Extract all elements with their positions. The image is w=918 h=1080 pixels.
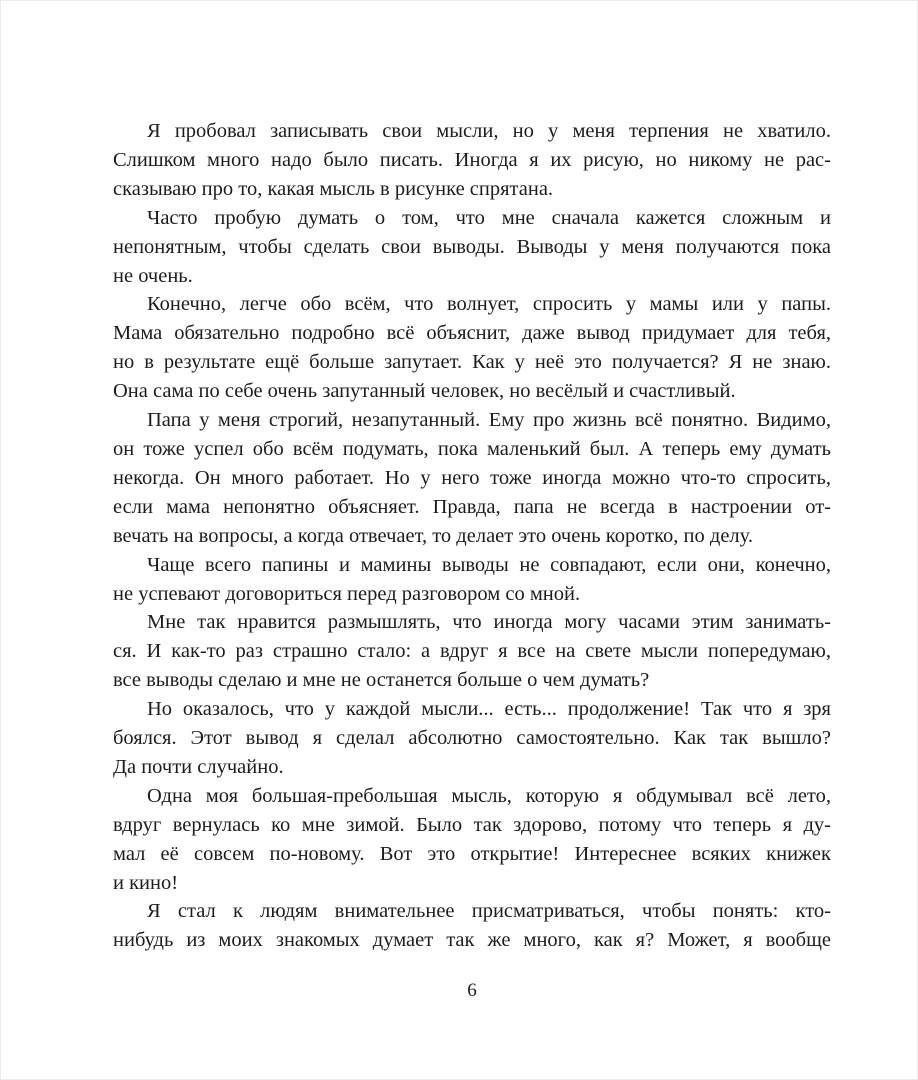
text-line: не очень. [113, 264, 193, 287]
text-line: Мне так нравится размышлять, что иногда могу часами этим занимать- [147, 611, 831, 634]
text-line: Она сама по себе очень запутанный человек, но весёлый и счастливый. [113, 380, 736, 403]
text-line: Одна моя большая-пребольшая мысль, которую я обдумывал всё лето, [147, 784, 831, 807]
text-line: Чаще всего папины и мамины выводы не совпадают, если они, конечно, [147, 553, 831, 576]
page-number: 6 [467, 980, 477, 1001]
text-line: Да почти случайно. [113, 755, 284, 778]
text-line: непонятным, чтобы сделать свои выводы. Выводы у меня получаются пока [113, 235, 831, 258]
text-line: если мама непонятно объясняет. Правда, папа не всегда в настроении от- [113, 495, 831, 518]
text-block [113, 117, 831, 955]
text-line: Мама обязательно подробно всё объяснит, даже вывод придумает для тебя, [113, 322, 831, 345]
text-line: мал её совсем по-новому. Вот это открытие! Интереснее всяких книжек [113, 842, 831, 865]
text-line: боялся. Этот вывод я сделал абсолютно самостоятельно. Как так вышло? [113, 727, 831, 750]
text-line: Но оказалось, что у каждой мысли... есть... продолжение! Так что я зря [147, 698, 831, 721]
text-line: Я стал к людям внимательнее присматриваться, чтобы понять: кто- [147, 900, 831, 923]
text-line: Я пробовал записывать свои мысли, но у меня терпения не хватило. [147, 120, 831, 142]
text-line: Часто пробую думать о том, что мне сначала кажется сложным и [147, 206, 831, 229]
text-line: Папа у меня строгий, незапутанный. Ему про жизнь всё понятно. Видимо, [147, 409, 831, 432]
text-line: все выводы сделаю и мне не останется больше о чем думать? [113, 669, 650, 692]
text-line: нибудь из моих знакомых думает так же много, как я? Может, я вообще [113, 929, 831, 952]
text-line: и кино! [113, 871, 179, 894]
text-line: он тоже успел обо всём подумать, пока маленький был. А теперь ему думать [113, 437, 831, 460]
text-line: не успевают договориться перед разговором со мной. [113, 582, 581, 605]
text-line: сказываю про то, какая мысль в рисунке спрятана. [113, 177, 554, 200]
text-line: вечать на вопросы, а когда отвечает, то делает это очень коротко, по делу. [113, 524, 753, 547]
text-line: Слишком много надо было писать. Иногда я их рисую, но никому не рас- [113, 148, 831, 171]
text-line: но в результате ещё больше запутает. Как у неё это получается? Я не знаю. [113, 351, 831, 374]
text-line: вдруг вернулась ко мне зимой. Было так здорово, потому что теперь я ду- [113, 813, 831, 836]
text-line: Конечно, легче обо всём, что волнует, спросить у мамы или у папы. [147, 293, 831, 316]
text-line: ся. И как-то раз страшно стало: а вдруг я все на свете мысли попередумаю, [113, 640, 831, 663]
text-line: некогда. Он много работает. Но у него тоже иногда можно что-то спросить, [113, 466, 831, 489]
